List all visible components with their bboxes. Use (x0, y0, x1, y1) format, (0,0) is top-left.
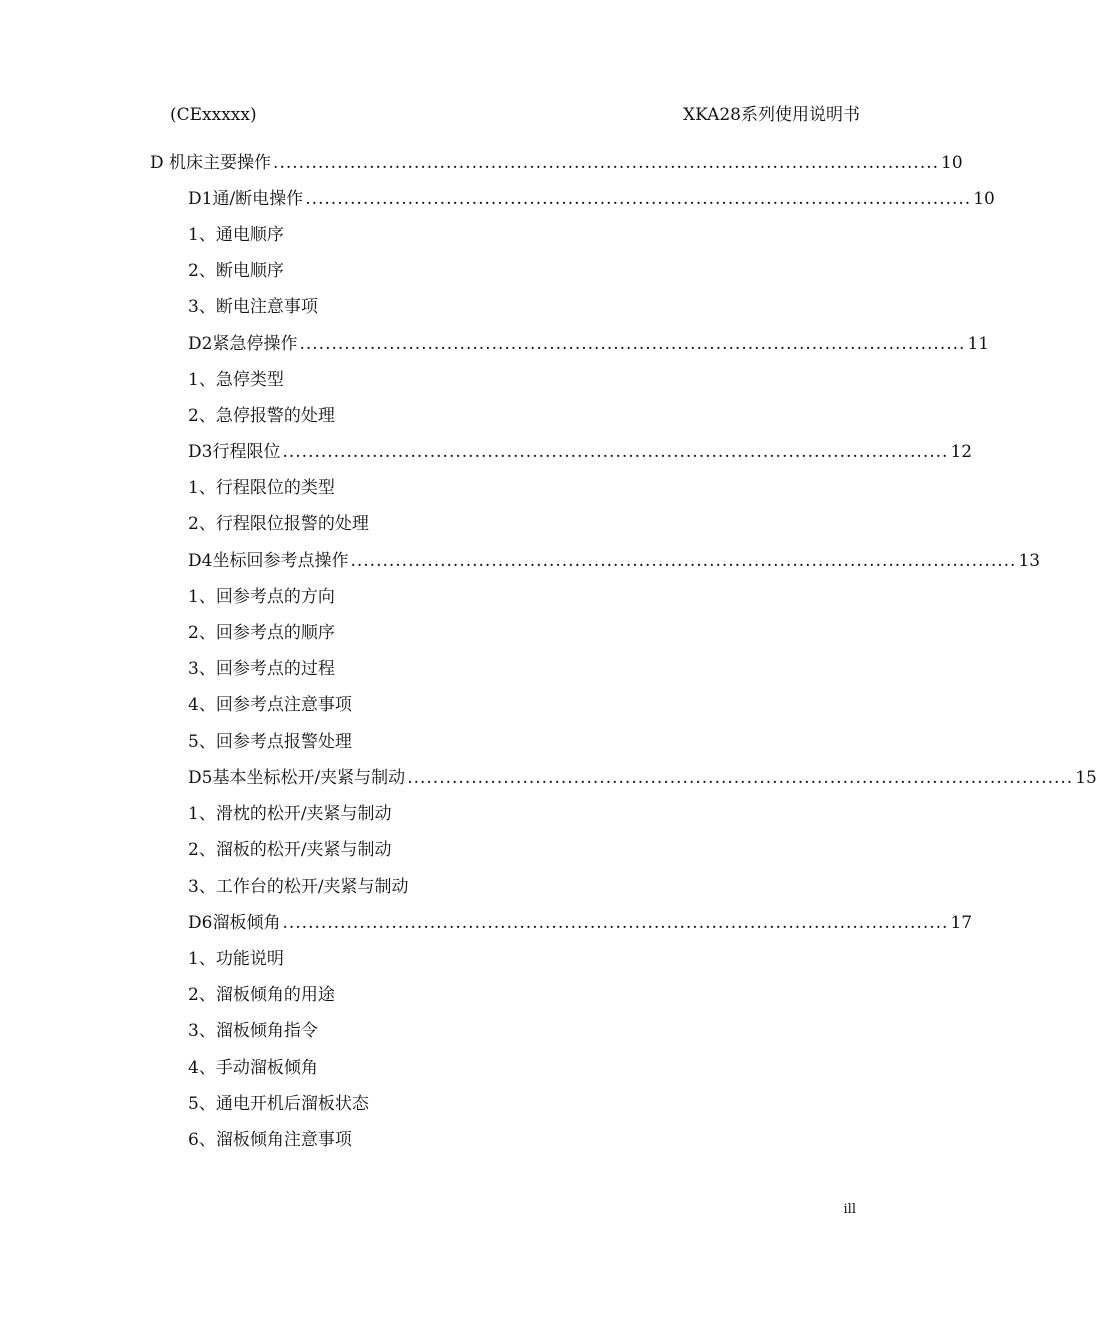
toc-subentry[interactable] (188, 948, 284, 970)
toc-subentry[interactable] (188, 1057, 318, 1079)
toc-subentry[interactable] (188, 694, 352, 716)
toc-entry-label: D5基本坐标松开/夹紧与制动 (188, 768, 406, 788)
toc-subentry-label: 1、行程限位的类型 (188, 478, 335, 498)
toc-subentry-label: 3、回参考点的过程 (188, 659, 335, 679)
toc-subentry[interactable] (188, 984, 335, 1006)
toc-subentry[interactable] (188, 513, 369, 535)
toc-entry[interactable] (188, 767, 1097, 789)
toc-subentry-label: 1、回参考点的方向 (188, 587, 335, 607)
toc-subentry[interactable] (188, 224, 284, 246)
toc-entry-page: 13 (1018, 551, 1041, 571)
page-number: ill (843, 1202, 856, 1217)
toc-subentry-label: 4、手动溜板倾角 (188, 1058, 318, 1078)
toc-subentry[interactable] (188, 260, 284, 282)
header-title: XKA28系列使用说明书 (682, 105, 860, 125)
toc-subentry[interactable] (188, 839, 392, 861)
toc-subentry-label: 2、溜板的松开/夹紧与制动 (188, 840, 392, 860)
toc-entry[interactable] (188, 912, 973, 934)
toc-subentry[interactable] (188, 622, 335, 644)
toc-leader-dots: ........................................................................................................ (299, 334, 966, 354)
toc-entry-label: D1通/断电操作 (188, 189, 304, 209)
toc-subentry[interactable] (188, 477, 335, 499)
toc-leader-dots: ........................................................................................................ (407, 768, 1074, 788)
toc-subentry-label: 5、回参考点报警处理 (188, 732, 352, 752)
toc-subentry[interactable] (188, 1093, 369, 1115)
toc-entry-page: 17 (950, 913, 973, 933)
toc-leader-dots: ........................................................................................................ (305, 189, 972, 209)
toc-entry-page: 12 (950, 442, 973, 462)
toc-subentry-label: 1、急停类型 (188, 370, 284, 390)
toc-entry-label: D 机床主要操作 (150, 153, 272, 173)
toc-subentry-label: 2、回参考点的顺序 (188, 623, 335, 643)
toc-subentry[interactable] (188, 803, 392, 825)
toc-subentry[interactable] (188, 731, 352, 753)
header-left: (CExxxxx) (170, 105, 257, 125)
toc-subentry[interactable] (188, 658, 335, 680)
toc-subentry-label: 1、通电顺序 (188, 225, 284, 245)
toc-subentry-label: 1、功能说明 (188, 949, 284, 969)
toc-entry[interactable] (188, 441, 973, 463)
toc-subentry-label: 3、断电注意事项 (188, 297, 318, 317)
toc-subentry-label: 2、行程限位报警的处理 (188, 514, 369, 534)
toc-subentry-label: 2、急停报警的处理 (188, 406, 335, 426)
toc-entry-label: D4坐标回参考点操作 (188, 551, 349, 571)
toc-entry[interactable] (188, 188, 995, 210)
toc-entry[interactable] (188, 550, 1041, 572)
toc-subentry-label: 2、溜板倾角的用途 (188, 985, 335, 1005)
toc-entry-label: D3行程限位 (188, 442, 281, 462)
toc-leader-dots: ........................................................................................................ (282, 913, 949, 933)
toc-subentry-label: 3、溜板倾角指令 (188, 1021, 318, 1041)
toc-entry-label: D2紧急停操作 (188, 334, 298, 354)
toc-entry-label: D6溜板倾角 (188, 913, 281, 933)
toc-entry-page: 10 (973, 189, 995, 209)
toc-subentry-label: 4、回参考点注意事项 (188, 695, 352, 715)
toc-entry-page: 15 (1075, 768, 1097, 788)
toc-leader-dots: ........................................................................................................ (273, 153, 940, 173)
toc-subentry-label: 6、溜板倾角注意事项 (188, 1130, 352, 1150)
toc-subentry[interactable] (188, 296, 318, 318)
toc-subentry-label: 2、断电顺序 (188, 261, 284, 281)
toc-subentry[interactable] (188, 369, 284, 391)
toc-entry[interactable] (188, 333, 990, 355)
toc-subentry-label: 1、滑枕的松开/夹紧与制动 (188, 804, 392, 824)
toc-subentry[interactable] (188, 586, 335, 608)
toc-subentry[interactable] (188, 405, 335, 427)
toc-entry[interactable] (150, 152, 963, 174)
toc-subentry[interactable] (188, 1020, 318, 1042)
toc-leader-dots: ........................................................................................................ (282, 442, 949, 462)
toc-entry-page: 11 (967, 334, 990, 354)
toc-subentry-label: 3、工作台的松开/夹紧与制动 (188, 877, 409, 897)
toc-subentry-label: 5、通电开机后溜板状态 (188, 1094, 369, 1114)
toc-subentry[interactable] (188, 876, 409, 898)
toc-leader-dots: ........................................................................................................ (350, 551, 1017, 571)
toc-subentry[interactable] (188, 1129, 352, 1151)
toc-entry-page: 10 (941, 153, 963, 173)
